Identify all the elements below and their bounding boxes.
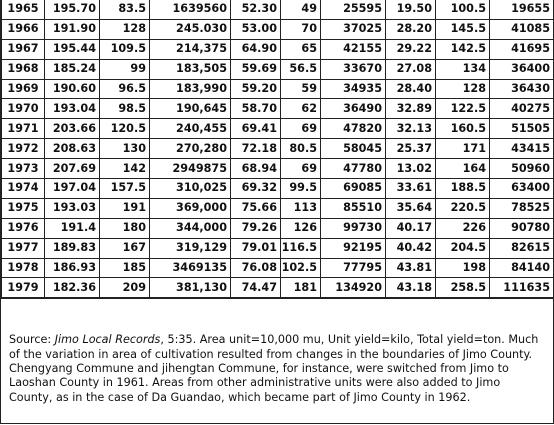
table-cell: 43415 (490, 139, 554, 159)
table-cell: 190,645 (150, 99, 231, 119)
table-cell: 208.63 (45, 139, 100, 159)
table-cell: 258.5 (436, 278, 490, 298)
table-row (2, 218, 554, 238)
table-cell: 2949875 (150, 159, 231, 179)
table-cell: 195.70 (45, 0, 100, 19)
table-cell: 203.66 (45, 119, 100, 139)
table-row (2, 39, 554, 59)
table-cell: 182.36 (45, 278, 100, 298)
year-cell: 1967 (2, 39, 45, 59)
table-cell: 19.50 (386, 0, 436, 19)
table-cell: 40275 (490, 99, 554, 119)
table-cell: 65 (281, 39, 321, 59)
table-cell: 245.030 (150, 19, 231, 39)
table-cell: 157.5 (100, 179, 150, 199)
table-cell: 99.5 (281, 179, 321, 199)
table-cell: 134 (436, 59, 490, 79)
table-cell: 80.5 (281, 139, 321, 159)
table-cell: 90780 (490, 218, 554, 238)
grain-statistics-table (1, 0, 554, 299)
table-cell: 188.5 (436, 179, 490, 199)
table-row (2, 179, 554, 199)
table-cell: 319,129 (150, 238, 231, 258)
table-cell: 204.5 (436, 238, 490, 258)
table-cell: 25595 (321, 0, 386, 19)
table-row (2, 79, 554, 99)
table-cell: 185.24 (45, 59, 100, 79)
table-cell: 69.41 (231, 119, 281, 139)
table-cell: 240,455 (150, 119, 231, 139)
table-cell: 52.30 (231, 0, 281, 19)
table-cell: 82615 (490, 238, 554, 258)
table-cell: 164 (436, 159, 490, 179)
table-cell: 207.69 (45, 159, 100, 179)
table-body (2, 0, 554, 298)
year-cell: 1968 (2, 59, 45, 79)
table-cell: 13.02 (386, 159, 436, 179)
table-cell: 109.5 (100, 39, 150, 59)
table-cell: 49 (281, 0, 321, 19)
table-cell: 58.70 (231, 99, 281, 119)
year-cell: 1975 (2, 198, 45, 218)
table-row (2, 198, 554, 218)
table-cell: 130 (100, 139, 150, 159)
table-cell: 78525 (490, 198, 554, 218)
year-cell: 1970 (2, 99, 45, 119)
year-cell: 1979 (2, 278, 45, 298)
table-cell: 180 (100, 218, 150, 238)
table-cell: 191 (100, 198, 150, 218)
table-cell: 27.08 (386, 59, 436, 79)
table-row (2, 258, 554, 278)
table-cell: 47780 (321, 159, 386, 179)
table-cell: 1639560 (150, 0, 231, 19)
table-cell: 83.5 (100, 0, 150, 19)
table-cell: 190.60 (45, 79, 100, 99)
table-cell: 186.93 (45, 258, 100, 278)
table-cell: 167 (100, 238, 150, 258)
table-cell: 191.90 (45, 19, 100, 39)
table-cell: 51505 (490, 119, 554, 139)
table-cell: 181 (281, 278, 321, 298)
table-cell: 62 (281, 99, 321, 119)
table-cell: 40.17 (386, 218, 436, 238)
table-cell: 75.66 (231, 198, 281, 218)
table-cell: 36430 (490, 79, 554, 99)
table-cell: 191.4 (45, 218, 100, 238)
source-note (9, 333, 547, 405)
table-cell: 100.5 (436, 0, 490, 19)
table-cell: 76.08 (231, 258, 281, 278)
table-cell: 142.5 (436, 39, 490, 59)
table-row (2, 139, 554, 159)
table-cell: 344,000 (150, 218, 231, 238)
table-cell: 77795 (321, 258, 386, 278)
table-cell: 33.61 (386, 179, 436, 199)
table-cell: 64.90 (231, 39, 281, 59)
table-cell: 19655 (490, 0, 554, 19)
table-cell: 128 (436, 79, 490, 99)
table-cell: 37025 (321, 19, 386, 39)
table-row (2, 0, 554, 19)
table-cell: 43.18 (386, 278, 436, 298)
table-cell: 69 (281, 119, 321, 139)
table-cell: 74.47 (231, 278, 281, 298)
table-cell: 193.03 (45, 198, 100, 218)
note-body: , 5:35. Area unit=10,000 mu, Unit yield=kilo, Total yield=ton. Much of the variation in area of cultivation resulted from changes in the boundaries of Jimo County. Chengyang Commune and jihengtan Commune, for instance, were switched from Jimo to Laoshan County in 1961. Areas from other administrative units were also added to Jimo County, as in the case of Da Guandao, which became part of Jimo County in 1962. (9, 333, 539, 404)
table-cell: 3469135 (150, 258, 231, 278)
year-cell: 1977 (2, 238, 45, 258)
table-cell: 102.5 (281, 258, 321, 278)
table-cell: 43.81 (386, 258, 436, 278)
table-cell: 197.04 (45, 179, 100, 199)
table-cell: 36490 (321, 99, 386, 119)
table-cell: 113 (281, 198, 321, 218)
table-cell: 59 (281, 79, 321, 99)
table-cell: 34935 (321, 79, 386, 99)
table-cell: 40.42 (386, 238, 436, 258)
table-cell: 72.18 (231, 139, 281, 159)
table-cell: 122.5 (436, 99, 490, 119)
table-cell: 69 (281, 159, 321, 179)
table-cell: 128 (100, 19, 150, 39)
table-cell: 53.00 (231, 19, 281, 39)
table-cell: 220.5 (436, 198, 490, 218)
year-cell: 1971 (2, 119, 45, 139)
year-cell: 1974 (2, 179, 45, 199)
table-cell: 85510 (321, 198, 386, 218)
table-cell: 99 (100, 59, 150, 79)
table-cell: 59.20 (231, 79, 281, 99)
table-row (2, 159, 554, 179)
year-cell: 1978 (2, 258, 45, 278)
table-cell: 28.20 (386, 19, 436, 39)
table-cell: 209 (100, 278, 150, 298)
table-cell: 33670 (321, 59, 386, 79)
year-cell: 1966 (2, 19, 45, 39)
table-cell: 69085 (321, 179, 386, 199)
table-cell: 214,375 (150, 39, 231, 59)
table-cell: 98.5 (100, 99, 150, 119)
table-cell: 84140 (490, 258, 554, 278)
table-row (2, 59, 554, 79)
table-cell: 32.89 (386, 99, 436, 119)
table-cell: 381,130 (150, 278, 231, 298)
table-cell: 35.64 (386, 198, 436, 218)
year-cell: 1973 (2, 159, 45, 179)
table-cell: 96.5 (100, 79, 150, 99)
table-cell: 32.13 (386, 119, 436, 139)
table-row (2, 99, 554, 119)
table-cell: 369,000 (150, 198, 231, 218)
table-cell: 142 (100, 159, 150, 179)
year-cell: 1976 (2, 218, 45, 238)
table-cell: 195.44 (45, 39, 100, 59)
table-cell: 99730 (321, 218, 386, 238)
table-cell: 171 (436, 139, 490, 159)
table-cell: 111635 (490, 278, 554, 298)
table-cell: 126 (281, 218, 321, 238)
table-cell: 69.32 (231, 179, 281, 199)
table-cell: 270,280 (150, 139, 231, 159)
table-cell: 47820 (321, 119, 386, 139)
table-cell: 41695 (490, 39, 554, 59)
table-row (2, 278, 554, 298)
year-cell: 1972 (2, 139, 45, 159)
table-cell: 29.22 (386, 39, 436, 59)
note-prefix: Source: (9, 333, 55, 347)
table-cell: 25.37 (386, 139, 436, 159)
table-cell: 79.01 (231, 238, 281, 258)
source-title: Jimo Local Records (54, 333, 161, 347)
table-cell: 59.69 (231, 59, 281, 79)
table-cell: 42155 (321, 39, 386, 59)
table-cell: 63400 (490, 179, 554, 199)
table-row (2, 119, 554, 139)
table-cell: 58045 (321, 139, 386, 159)
table-cell: 120.5 (100, 119, 150, 139)
table-cell: 28.40 (386, 79, 436, 99)
table-cell: 160.5 (436, 119, 490, 139)
year-cell: 1969 (2, 79, 45, 99)
table-cell: 193.04 (45, 99, 100, 119)
table-cell: 79.26 (231, 218, 281, 238)
table-cell: 41085 (490, 19, 554, 39)
table-cell: 145.5 (436, 19, 490, 39)
table-cell: 92195 (321, 238, 386, 258)
table-cell: 310,025 (150, 179, 231, 199)
table-cell: 36400 (490, 59, 554, 79)
year-cell: 1965 (2, 0, 45, 19)
table-row (2, 238, 554, 258)
table-cell: 198 (436, 258, 490, 278)
table-cell: 134920 (321, 278, 386, 298)
table-cell: 183,990 (150, 79, 231, 99)
table-cell: 70 (281, 19, 321, 39)
table-cell: 189.83 (45, 238, 100, 258)
table-cell: 183,505 (150, 59, 231, 79)
table-cell: 116.5 (281, 238, 321, 258)
table-row (2, 19, 554, 39)
table-cell: 226 (436, 218, 490, 238)
table-cell: 56.5 (281, 59, 321, 79)
table-cell: 68.94 (231, 159, 281, 179)
table-cell: 50960 (490, 159, 554, 179)
table-cell: 185 (100, 258, 150, 278)
